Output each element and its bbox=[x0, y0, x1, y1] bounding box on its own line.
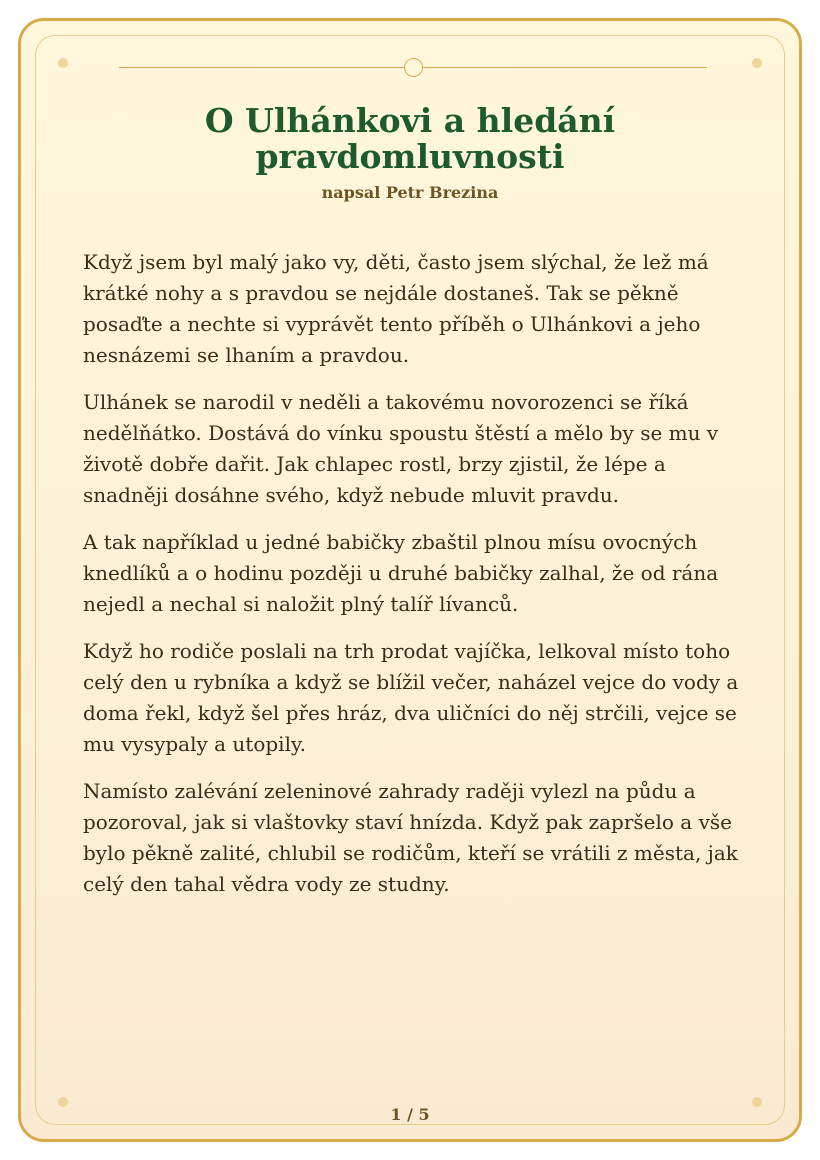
story-body bbox=[83, 247, 755, 916]
story-paragraph: Když jsem byl malý jako vy, děti, často jsem slýchal, že lež má krátké nohy a s pravdou se nejdále dostaneš. Tak se pěkně posaďte a nechte si vyprávět tento příběh o Ulhánkovi a jeho nesnázemi se lhaním a pravdou. bbox=[83, 250, 709, 367]
story-page bbox=[18, 18, 802, 1142]
story-paragraph: Ulhánek se narodil v neděli a takovému novorozenci se říká nedělňátko. Dostává do vínku spoustu štěstí a mělo by se mu v životě dobře dařit. Jak chlapec rostl, brzy zjistil, že lépe a snadněji dosáhne svého, když nebude mluvit pravdu. bbox=[83, 390, 719, 507]
corner-dot-icon bbox=[752, 58, 762, 68]
ornament-circle-icon bbox=[404, 58, 423, 77]
story-author: napsal Petr Brezina bbox=[321, 183, 499, 202]
story-title: O Ulhánkovi a hledání pravdomluvnosti bbox=[204, 101, 616, 176]
page-number: 1 / 5 bbox=[390, 1105, 430, 1124]
story-paragraph: A tak například u jedné babičky zbaštil plnou mísu ovocných knedlíků a o hodinu později u druhé babičky zalhal, že od rána nejedl a nechal si naložit plný talíř lívanců. bbox=[83, 530, 719, 616]
corner-dot-icon bbox=[58, 58, 68, 68]
story-paragraph: Když ho rodiče poslali na trh prodat vajíčka, lelkoval místo toho celý den u rybníka a když se blížil večer, naházel vejce do vody a doma řekl, když šel přes hráz, dva uličníci do něj strčili, vejce se mu vysypaly a utopily. bbox=[83, 639, 739, 756]
story-paragraph: Namísto zalévání zeleninové zahrady raději vylezl na půdu a pozoroval, jak si vlaštovky staví hnízda. Když pak zapršelo a vše bylo pěkně zalité, chlubil se rodičům, kteří se vrátili z města, jak celý den tahal vědra vody ze studny. bbox=[83, 779, 738, 896]
